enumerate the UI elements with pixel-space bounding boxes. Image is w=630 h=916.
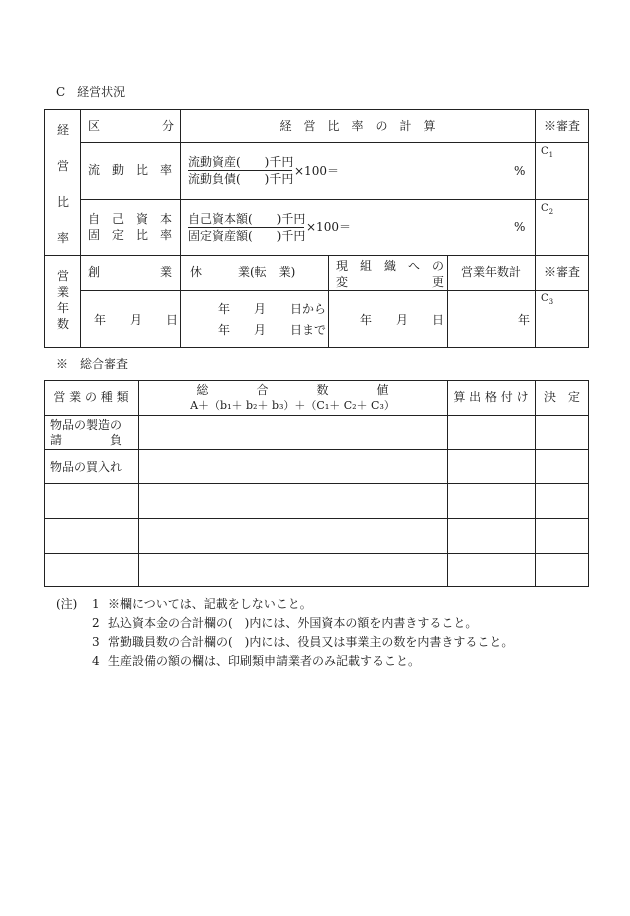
current-ratio-label: 流 動 比 率	[88, 163, 173, 177]
code-c1: $C_1$	[541, 146, 554, 159]
note-number: 3	[92, 635, 100, 649]
header-decision: 決 定	[543, 390, 580, 404]
note-text: 払込資本金の合計欄の( )内には、外国資本の額を内書きすること。	[108, 616, 478, 630]
note-text: 常勤職員数の合計欄の( )内には、役員又は事業主の数を内書きすること。	[108, 635, 514, 649]
header-kubun: 区	[88, 119, 101, 133]
equity-ratio-times: ×100＝	[306, 220, 351, 234]
row-type-b: 請 負	[50, 433, 123, 447]
header-founded: 創 業	[88, 265, 173, 279]
note-number: 2	[92, 616, 100, 630]
header-formula: A＋（b₁＋ b₂＋ b₃）＋（C₁＋ C₂＋ C₃）	[190, 399, 395, 412]
founded-date: 年 月 日	[94, 313, 179, 327]
equity-ratio-label-b: 固 定 比 率	[88, 228, 173, 242]
total-years-unit: 年	[518, 313, 531, 327]
header-review: ※審査	[543, 119, 580, 133]
header-calculation: 経 営 比 率 の 計 算	[279, 119, 436, 133]
current-liabilities-field: 流動負債( )千円	[188, 172, 294, 186]
code-c3: $C_3$	[541, 293, 554, 306]
current-assets-field: 流動資産( )千円	[188, 155, 294, 169]
note-text: 生産設備の額の欄は、印刷類申請業者のみ記載すること。	[108, 654, 421, 668]
note-number: 1	[92, 597, 100, 611]
equity-amount-field: 自己資本額( )千円	[188, 212, 306, 226]
header-total-score: 総 合 数 値	[196, 383, 389, 397]
ratio-side-label: 経 営 比 率	[56, 123, 69, 245]
section-title: C 経営状況	[56, 85, 126, 99]
current-ratio-percent: %	[514, 164, 526, 178]
header-total-years: 営業年数計	[460, 265, 521, 279]
suspended-to: 年 月 日まで	[218, 323, 327, 337]
suspended-from: 年 月 日から	[218, 302, 327, 316]
header-reorg-b: 変 更	[336, 275, 445, 289]
reorg-date: 年 月 日	[360, 313, 445, 327]
header-reorg-a: 現 組 織 へ の	[336, 259, 445, 273]
note-number: 4	[92, 654, 100, 668]
years-side-label: 営 業 年 数	[56, 269, 69, 331]
equity-ratio-percent: %	[514, 220, 526, 234]
header-suspended: 休 業(転 業)	[190, 265, 296, 279]
header-rating: 算 出 格 付 け	[453, 390, 529, 404]
equity-ratio-label-a: 自 己 資 本	[88, 212, 173, 226]
note-text: ※欄については、記載をしないこと。	[108, 597, 312, 611]
header-bun: 分	[162, 119, 175, 133]
overall-review-title: ※ 総合審査	[56, 357, 129, 371]
row-type-a: 物品の買入れ	[50, 460, 123, 474]
header-years-review: ※審査	[543, 265, 580, 279]
fixed-assets-field: 固定資産額( )千円	[188, 229, 306, 243]
header-business-type: 営 業 の 種 類	[53, 390, 129, 404]
row-type-a: 物品の製造の	[50, 418, 123, 432]
notes-prefix: (注)	[56, 597, 78, 611]
code-c2: $C_2$	[541, 203, 554, 216]
current-ratio-times: ×100＝	[294, 164, 339, 178]
